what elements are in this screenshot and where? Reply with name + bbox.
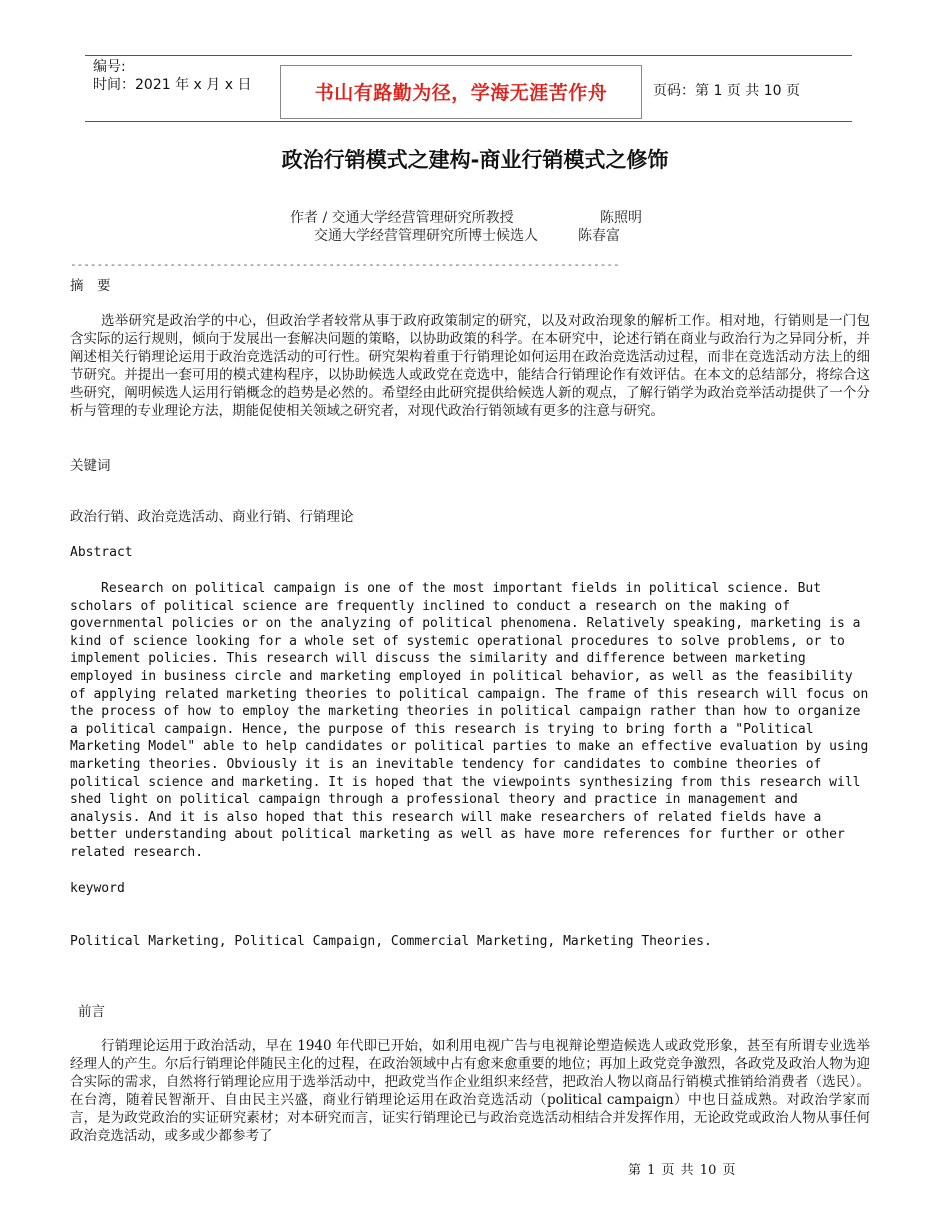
motto: 书山有路勤为径，学海无涯苦作舟 [314, 82, 608, 104]
abstract-en-body: Research on political campaign is one of the most important fields in political science. But scholars of political science are frequently inclined to conduct a research on the making of governmental policies or on the analyzing of political phenomena. Relatively speaking, marketing is a kind of science looking for a whole set of systemic operational procedures to solve problems, or to implement policies. This research will discuss the similarity and difference between marketing employed in business circle and marketing employed in political behavior, as well as the feasibility of applying related marketing theories to political campaign. The frame of this research will focus on the process of how to employ the marketing theories in political campaign rather than how to organize a political campaign. Hence, the purpose of this research is trying to bring forth a "Political Marketing Model" able to help candidates or political parties to make an effective evaluation by using marketing theories. Obviously it is an inevitable tendency for candidates to combine theories of political science and marketing. It is hoped that the viewpoints synthesizing from this research will shed light on political campaign through a professional theory and practice in management and analysis. And it is also hoped that this research will make researchers of related fields have a better understanding about political marketing as well as have more references for further or other related research. [70, 581, 869, 860]
preface-heading: 前言 [78, 1004, 105, 1020]
author-1-name: 陈照明 [600, 210, 642, 226]
header-bottom-rule [85, 121, 852, 122]
author-2-name: 陈春富 [578, 228, 620, 244]
author-2-role: 交通大学经营管理研究所博士候选人 [314, 228, 538, 244]
header-top-rule [85, 55, 852, 56]
keywords-en-body: Political Marketing, Political Campaign, Commercial Marketing, Marketing Theories. [70, 934, 712, 949]
page-footer: 第 1 页 共 10 页 [628, 1163, 736, 1178]
abstract-cn-body: 选举研究是政治学的中心，但政治学者较常从事于政府政策制定的研究，以及对政治现象的解析工作。相对地，行销则是一门包含实际的运行规则，倾向于发展出一套解决问题的策略，以协助政策的科学。在本研究中，论述行销在商业与政治行为之异同分析，并阐述相关行销理论运用于政治竞选活动的可行性。研究架构着重于行销理论如何运用在政治竞选活动过程，而非在竞选活动方法上的细节研究。并提出一套可用的模式建构程序，以协助候选人或政党在竞选中，能结合行销理论作有效评估。在本文的总结部分，将综合这些研究，阐明候选人运用行销概念的趋势是必然的。希望经由此研究提供给候选人新的观点，了解行销学为政治竞举活动提供了一个分析与管理的专业理论方法，期能促使相关领域之研究者，对现代政治行销领域有更多的注意与研究。 [70, 313, 870, 419]
preface-body: 行销理论运用于政治活动，早在 1940 年代即已开始，如利用电视广告与电视辩论塑造候选人或政党形象，甚至有所谓专业选举经理人的产生。尔后行销理论伴随民主化的过程，在政治领域中占有愈来愈重要的地位；再加上政党竞争激烈，各政党及政治人物为迎合实际的需求，自然将行销理论应用于选举活动中，把政党当作企业组织来经营，把政治人物以商品行销模式推销给消费者（选民）。在台湾，随着民智渐开、自由民主兴盛，商业行销理论运用在政治竞选活动（political campaign）中也日益成熟。对政治学家而言，是为政党政治的实证研究素材；对本研究而言，证实行销理论已与政治竞选活动相结合并发挥作用，无论政党或政治人物从事任何政治竞选活动，或多或少都参考了 [70, 1038, 870, 1144]
header-meta [93, 58, 251, 94]
author-1-role: 作者 / 交通大学经营管理研究所教授 [290, 210, 514, 226]
time-label: 时间：2021 年 x 月 x 日 [93, 77, 252, 93]
abstract-cn-heading: 摘 要 [70, 278, 111, 294]
abstract-en-heading: Abstract [70, 545, 133, 560]
header-page-info: 页码：第 1 页 共 10 页 [653, 83, 800, 99]
keywords-cn-heading: 关键词 [70, 458, 111, 474]
number-label: 编号: [93, 59, 126, 75]
separator-line: ----------------------------------------------------------------------------------- [70, 258, 620, 271]
document-title: 政治行销模式之建构-商业行销模式之修饰 [281, 148, 669, 172]
keywords-en-heading: keyword [70, 881, 125, 896]
keywords-cn-body: 政治行销、政治竞选活动、商业行销、行销理论 [70, 509, 354, 525]
